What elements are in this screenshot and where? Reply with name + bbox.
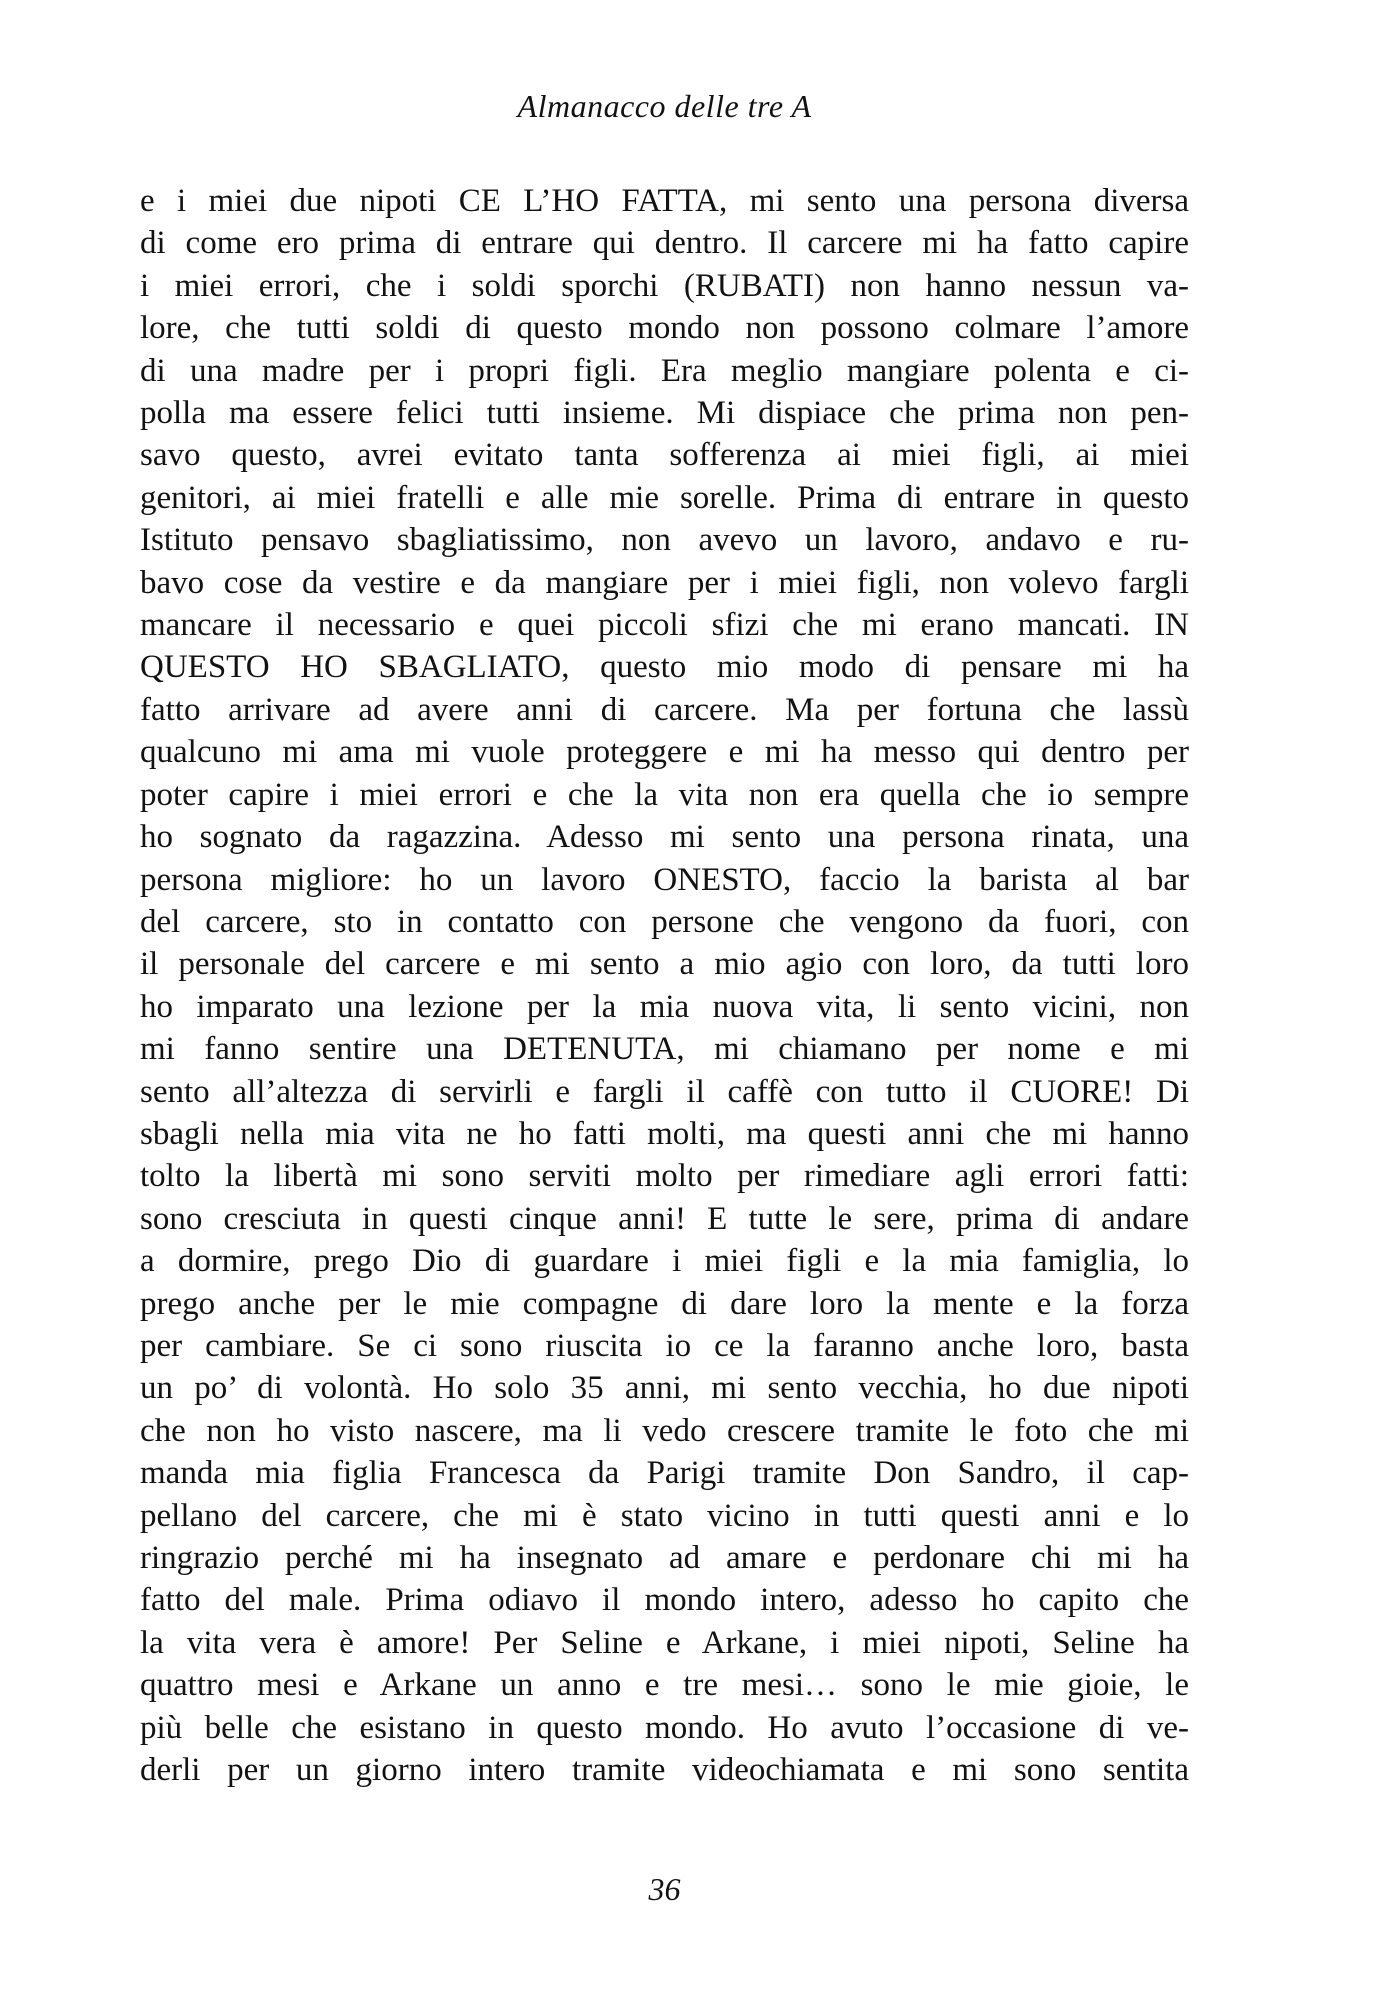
page-number: 36	[648, 1871, 681, 1907]
text-line: derli per un giorno intero tramite videochiamata e mi sono sentita	[140, 1752, 1189, 1789]
text-line: pellano del carcere, che mi è stato vicino in tutti questi anni e lo	[140, 1497, 1189, 1534]
running-header: Almanacco delle tre A	[517, 88, 812, 124]
text-line: genitori, ai miei fratelli e alle mie sorelle. Prima di entrare in questo	[140, 479, 1189, 516]
text-line: che non ho visto nascere, ma li vedo crescere tramite le foto che mi	[140, 1412, 1189, 1449]
text-line: savo questo, avrei evitato tanta sofferenza ai miei figli, ai miei	[140, 437, 1189, 474]
text-line: poter capire i miei errori e che la vita non era quella che io sempre	[140, 776, 1189, 813]
text-line: quattro mesi e Arkane un anno e tre mesi… sono le mie gioie, le	[140, 1667, 1189, 1704]
text-line: fatto arrivare ad avere anni di carcere. Ma per fortuna che lassù	[140, 691, 1189, 728]
text-line: polla ma essere felici tutti insieme. Mi dispiace che prima non pen-	[140, 395, 1189, 432]
text-line: tolto la libertà mi sono serviti molto per rimediare agli errori fatti:	[140, 1158, 1189, 1195]
text-line: di come ero prima di entrare qui dentro. Il carcere mi ha fatto capire	[140, 225, 1189, 262]
text-line: ringrazio perché mi ha insegnato ad amare e perdonare chi mi ha	[140, 1540, 1189, 1576]
text-line: di una madre per i propri figli. Era meglio mangiare polenta e ci-	[140, 352, 1189, 389]
text-line: ho imparato una lezione per la mia nuova vita, li sento vicini, non	[140, 988, 1189, 1025]
text-line: mancare il necessario e quei piccoli sfizi che mi erano mancati. IN	[140, 607, 1189, 644]
text-line: sento all’altezza di servirli e fargli il caffè con tutto il CUORE! Di	[140, 1073, 1189, 1110]
text-line: del carcere, sto in contatto con persone che vengono da fuori, con	[140, 903, 1189, 940]
text-line: sono cresciuta in questi cinque anni! E tutte le sere, prima di andare	[140, 1200, 1189, 1237]
text-line: Istituto pensavo sbagliatissimo, non avevo un lavoro, andavo e ru-	[140, 522, 1189, 559]
text-line: a dormire, prego Dio di guardare i miei figli e la mia famiglia, lo	[140, 1243, 1189, 1280]
text-line: un po’ di volontà. Ho solo 35 anni, mi sento vecchia, ho due nipoti	[140, 1370, 1189, 1407]
text-line: bavo cose da vestire e da mangiare per i miei figli, non volevo fargli	[140, 564, 1189, 601]
text-line: QUESTO HO SBAGLIATO, questo mio modo di pensare mi ha	[140, 649, 1189, 686]
text-line: prego anche per le mie compagne di dare loro la mente e la forza	[140, 1285, 1189, 1322]
text-line: mi fanno sentire una DETENUTA, mi chiamano per nome e mi	[140, 1031, 1189, 1068]
body-text	[140, 180, 1189, 1791]
text-line: ho sognato da ragazzina. Adesso mi sento una persona rinata, una	[140, 819, 1189, 856]
text-line: manda mia figlia Francesca da Parigi tramite Don Sandro, il cap-	[140, 1455, 1189, 1492]
text-line: e i miei due nipoti CE L’HO FATTA, mi sento una persona diversa	[140, 183, 1189, 219]
text-line: persona migliore: ho un lavoro ONESTO, faccio la barista al bar	[140, 861, 1189, 898]
text-line: qualcuno mi ama mi vuole proteggere e mi ha messo qui dentro per	[140, 734, 1189, 771]
text-line: per cambiare. Se ci sono riuscita io ce la faranno anche loro, basta	[140, 1327, 1189, 1364]
text-line: lore, che tutti soldi di questo mondo non possono colmare l’amore	[140, 310, 1189, 347]
text-line: fatto del male. Prima odiavo il mondo intero, adesso ho capito che	[140, 1582, 1189, 1619]
text-line: il personale del carcere e mi sento a mio agio con loro, da tutti loro	[140, 946, 1189, 983]
text-line: i miei errori, che i soldi sporchi (RUBATI) non hanno nessun va-	[140, 267, 1189, 304]
text-line: più belle che esistano in questo mondo. Ho avuto l’occasione di ve-	[140, 1709, 1189, 1746]
text-line: sbagli nella mia vita ne ho fatti molti, ma questi anni che mi hanno	[140, 1115, 1189, 1152]
text-line: la vita vera è amore! Per Seline e Arkane, i miei nipoti, Seline ha	[140, 1624, 1189, 1661]
